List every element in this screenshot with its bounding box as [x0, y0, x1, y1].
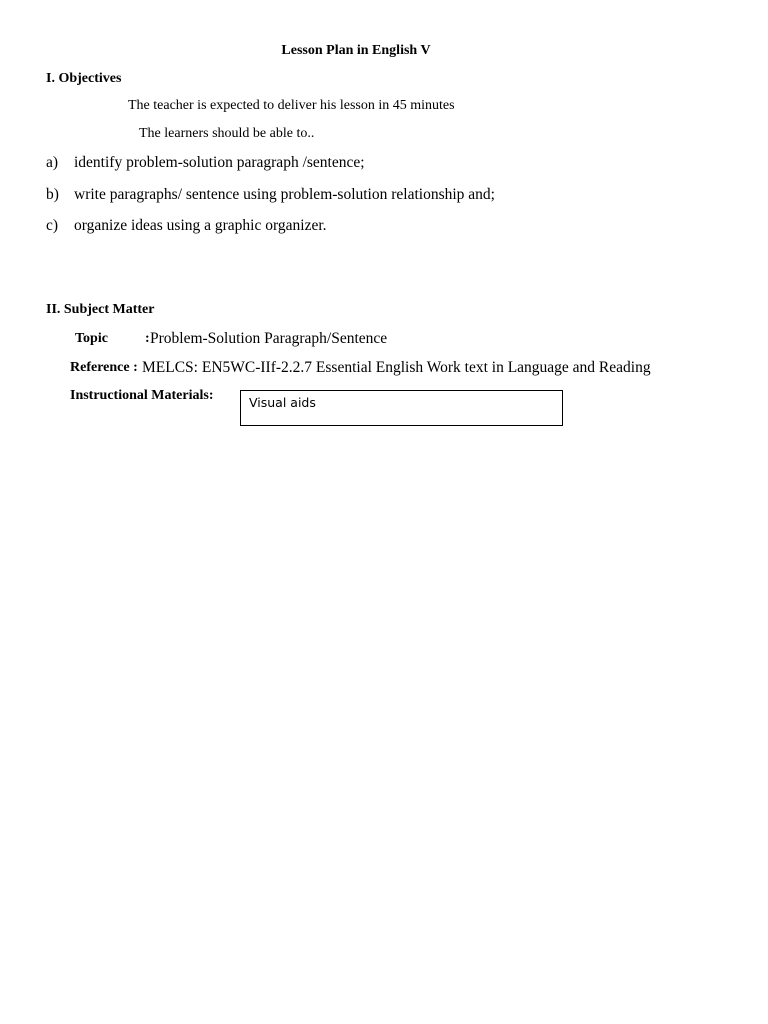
materials-text-box: [240, 390, 563, 426]
topic-colon: :: [145, 331, 150, 346]
objective-item-c: [0, 217, 712, 239]
objective-text: identify problem-solution paragraph /sentence;: [74, 154, 365, 171]
objective-marker: a): [46, 154, 59, 171]
objectives-time-statement: The teacher is expected to deliver his lesson in 45 minutes: [128, 98, 455, 113]
objectives-learners-statement: The learners should be able to..: [139, 126, 315, 141]
materials-value: Visual aids: [249, 395, 316, 410]
topic-label: Topic: [75, 331, 108, 346]
reference-label: Reference :: [70, 360, 138, 375]
topic-row: [0, 330, 712, 352]
objective-text: organize ideas using a graphic organizer.: [74, 217, 327, 234]
reference-row: [0, 359, 712, 381]
objective-item-b: [0, 186, 712, 208]
objectives-heading: I. Objectives: [46, 71, 122, 86]
materials-label: Instructional Materials:: [70, 388, 214, 403]
objective-marker: b): [46, 186, 59, 203]
objective-marker: c): [46, 217, 59, 234]
reference-value: MELCS: EN5WC-IIf-2.2.7 Essential English Work text in Language and Reading: [142, 359, 651, 376]
objective-item-a: [0, 154, 712, 176]
document-title: Lesson Plan in English V: [281, 43, 431, 58]
subject-matter-heading: II. Subject Matter: [46, 302, 155, 317]
topic-value: Problem-Solution Paragraph/Sentence: [150, 330, 388, 347]
objective-text: write paragraphs/ sentence using problem-solution relationship and;: [74, 186, 495, 203]
